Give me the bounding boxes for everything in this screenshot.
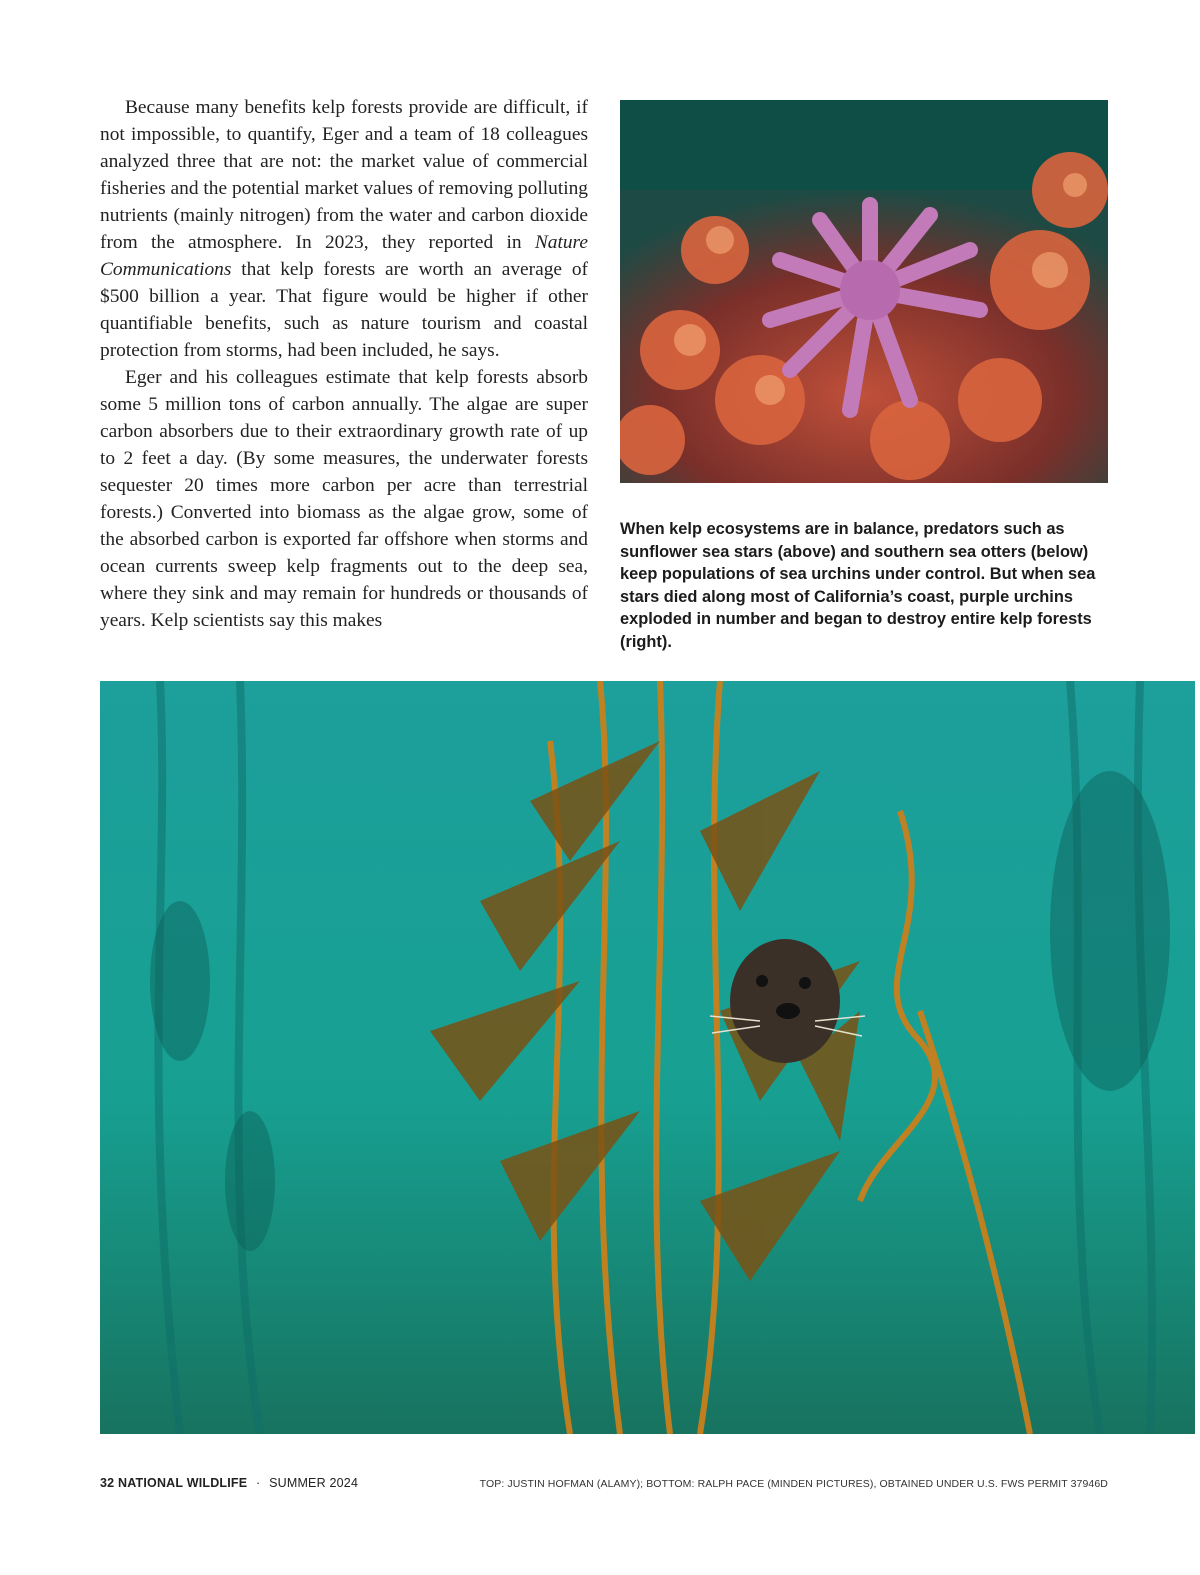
sea-star-illustration [620,100,1108,483]
magazine-name: NATIONAL WILDLIFE [118,1476,248,1490]
journal-name: Nature Communications [100,232,588,280]
issue-date: SUMMER 2024 [269,1476,359,1490]
article-paragraph: Because many benefits kelp forests provide are difficult, if not impossible, to quantify, Eger and a team of 18 colleagues analyzed three that are not: the market value of commercial fisheries and the potential market values of removing polluting nutrients (mainly nitrogen) from the water and carbon dioxide from the atmosphere. In 2023, they reported in Nature Communications that kelp forests are worth an average of $500 billion a year. That figure would be higher if other quantifiable benefits, such as nature tourism and coastal protection from storms, had been included, he says. [100,97,588,361]
article-body [100,94,588,634]
page-number: 32 [100,1476,115,1490]
article-paragraph: Eger and his colleagues estimate that kelp forests absorb some 5 million tons of carbon annually. The algae are super carbon absorbers due to their extraordinary growth rate of up to 2 feet a day. (By some measures, the underwater forests sequester 20 times more carbon per acre than terrestrial forests.) Converted into biomass as the algae grow, some of the absorbed carbon is exported far offshore when storms and ocean currents sweep kelp fragments out to the deep sea, where they sink and may remain for hundreds or thousands of years. Kelp scientists say this makes [100,367,588,631]
footer-separator: · [256,1476,261,1490]
photo-credits: TOP: JUSTIN HOFMAN (ALAMY); BOTTOM: RALPH PACE (MINDEN PICTURES), OBTAINED UNDER U.S. FWS PERMIT 37946D [479,1478,1108,1490]
sea-otter-illustration [100,681,1195,1434]
sunflower-sea-star-photo [620,100,1108,483]
photo-caption: When kelp ecosystems are in balance, predators such as sunflower sea stars (above) and southern sea otters (below) keep populations of sea urchins under control. But when sea stars died along most of California’s coast, purple urchins exploded in number and began to destroy entire kelp forests (right). [620,520,1096,651]
page-footer [100,1476,358,1490]
sea-otter-kelp-photo [100,681,1195,1434]
